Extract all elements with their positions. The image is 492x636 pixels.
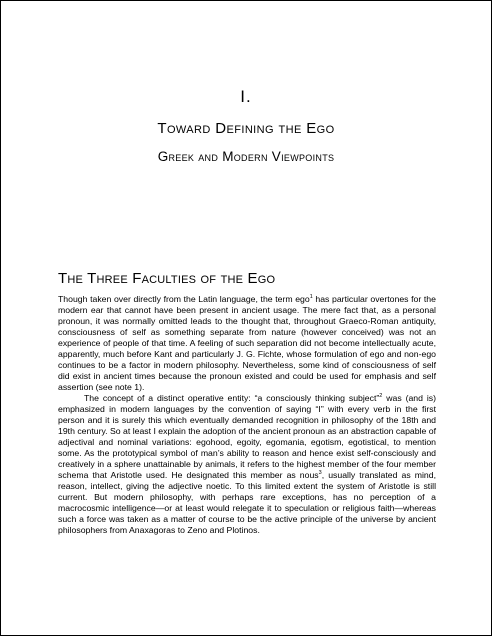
paragraph-2-text-a: The concept of a distinct operative entity: “a consciously thinking subject” bbox=[84, 393, 380, 403]
paragraph-1 bbox=[58, 294, 436, 393]
body-text bbox=[58, 294, 436, 536]
paragraph-2-text-b: was (and is) emphasized in modern languages by the convention of saying “I” with every verb in the first person and it is surely this which eventually demanded recognition in philosophy of the 18th and 19th century. So at least I explain the adoption of the ancient pronoun as an abstraction capable of adjectival and nominal variations: egohood, egoity, egomania, egotism, egotistical, to mention some. As the prototypical symbol of man’s ability to reason and hence exist self-consciously and creatively in a sphere unattainable by animals, it refers to the highest member of the four member schema that Aristotle used. He designated this member as nous bbox=[58, 393, 437, 480]
section-heading: The Three Faculties of the Ego bbox=[58, 270, 276, 287]
chapter-subtitle: Greek and Modern Viewpoints bbox=[157, 149, 335, 164]
paragraph-2-text-c: , usually translated as mind, reason, intellect, giving the adjective noetic. To this limited extent the system of Aristotle is still current. But modern philosophy, with perhaps rare exceptions, has no perception of a macrocosmic intelligence—or at least would relegate it to speculation or religious faith—whereas such a force was taken as a matter of course to be the active principle of the universe by ancient philosophers from Anaxagoras to Zeno and Plotinos. bbox=[58, 470, 437, 535]
chapter-title: Toward Defining the Ego bbox=[157, 120, 335, 137]
footnote-ref-1[interactable]: 1 bbox=[309, 294, 313, 301]
paragraph-1-text-b: has particular overtones for the modern ear that cannot have been present in ancient usage. The mere fact that, as a personal pronoun, it was normally omitted leads to the thought that, throughout Graeco-Roman antiquity, consciousness of self as something separate from nature (however conceived) was not an experience of people of that time. A feeling of such separation did not become intellectually acute, apparently, much before Kant and particularly J. G. Fichte, whose formulation of ego and non-ego continues to be a factor in modern philosophy. Nevertheless, some kind of consciousness of self did exist in ancient times because the pronoun existed and could be used for emphasis and self assertion (see note 1). bbox=[58, 294, 436, 392]
footnote-ref-2[interactable]: 2 bbox=[379, 393, 383, 400]
paragraph-2 bbox=[58, 393, 436, 536]
footnote-ref-3[interactable]: 3 bbox=[318, 470, 322, 477]
chapter-number: I. bbox=[240, 87, 252, 106]
paragraph-1-text-a: Though taken over directly from the Latin language, the term ego bbox=[58, 294, 310, 304]
